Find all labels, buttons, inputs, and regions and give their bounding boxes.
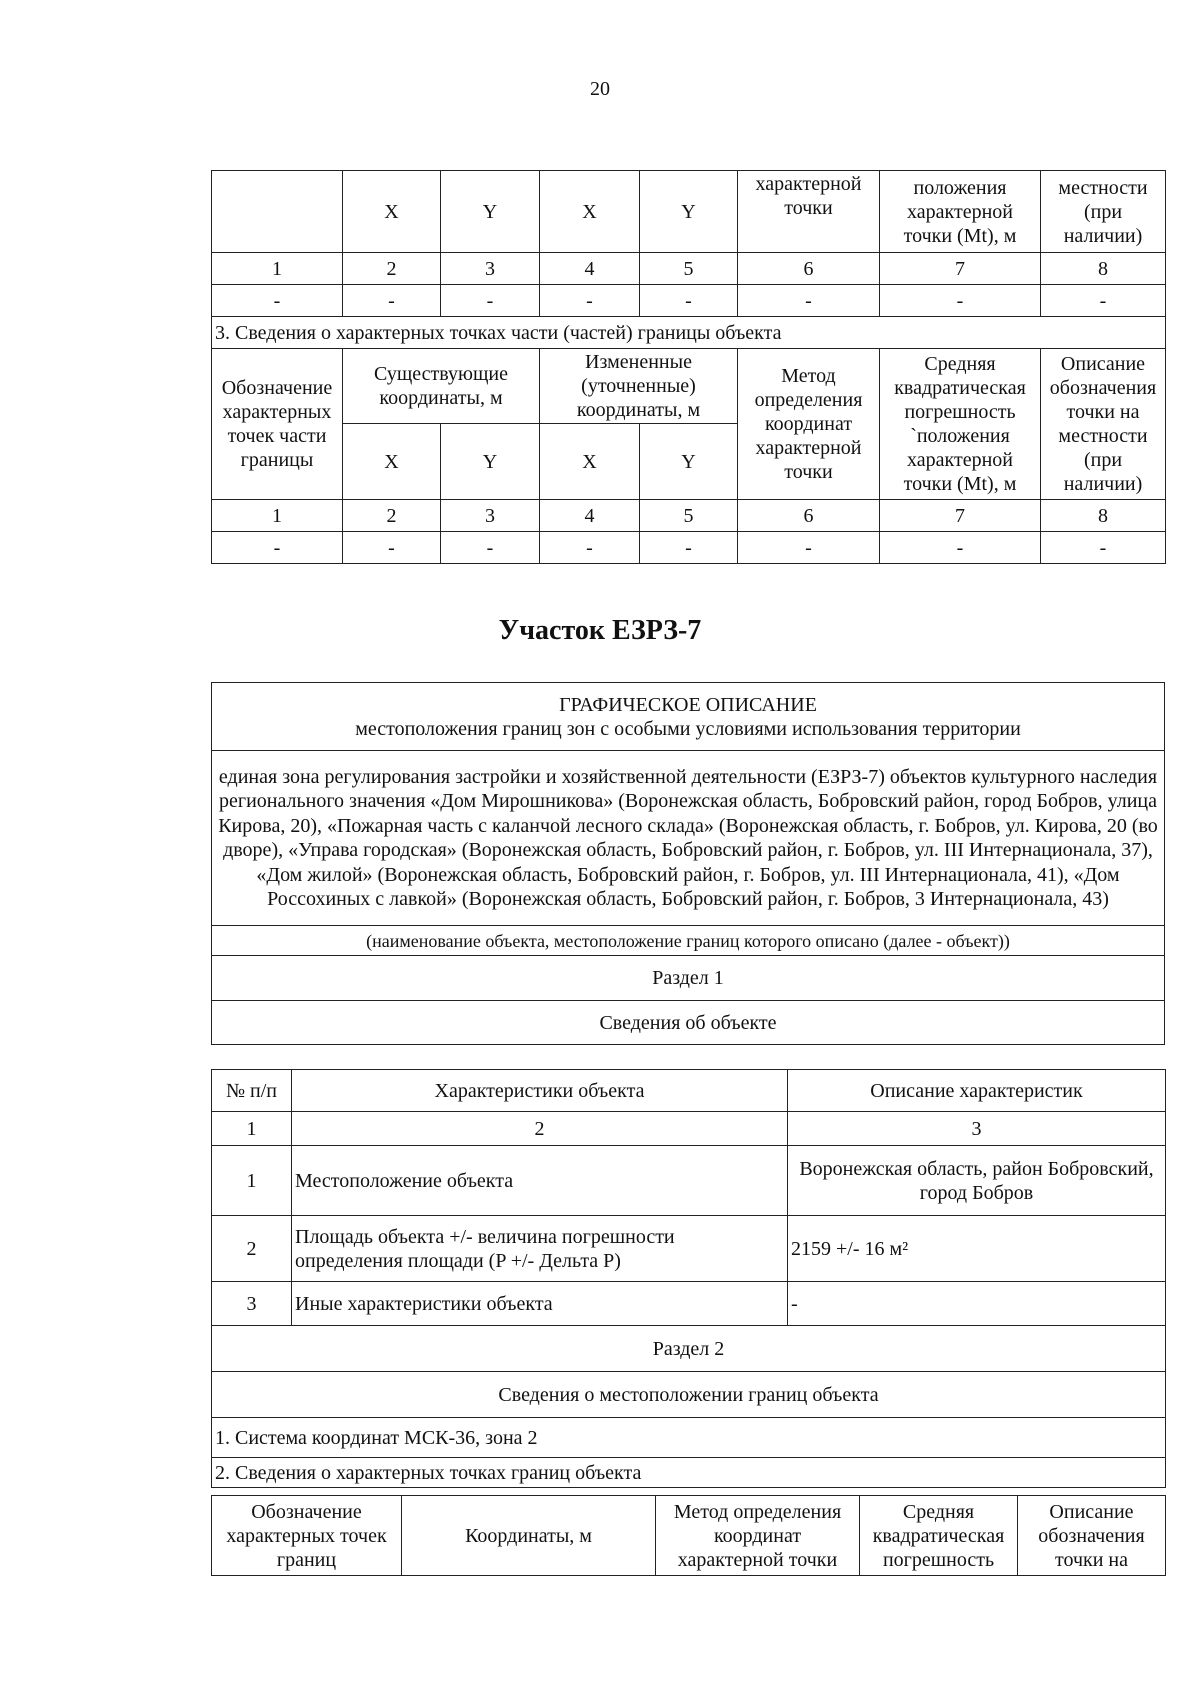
graphic-title: ГРАФИЧЕСКОЕ ОПИСАНИЕ xyxy=(559,693,817,716)
cell: 4 xyxy=(540,253,640,285)
cell: 3 xyxy=(788,1112,1166,1146)
cell: 2 xyxy=(292,1112,788,1146)
header-cell: положения характерной точки (Mt), м xyxy=(880,171,1041,253)
section-1-title: Сведения об объекте xyxy=(212,1001,1165,1045)
cell: 7 xyxy=(880,500,1041,532)
table-row xyxy=(212,317,1166,349)
cell: - xyxy=(441,285,540,317)
cell: - xyxy=(343,285,441,317)
coordinate-system: 1. Система координат МСК-36, зона 2 xyxy=(212,1418,1166,1458)
header-cell: Обозначение характерных точек части границы xyxy=(212,349,343,500)
graphic-subtitle: местоположения границ зон с особыми условиями использования территории xyxy=(355,717,1021,740)
section-1-label: Раздел 1 xyxy=(212,956,1165,1001)
header-cell: Y xyxy=(640,171,738,253)
cell: - xyxy=(1041,285,1166,317)
header-cell: Y xyxy=(640,424,738,500)
table-row xyxy=(212,500,1166,532)
table-row xyxy=(212,1001,1165,1045)
cell: - xyxy=(540,532,640,564)
header-cell: Описание характеристик xyxy=(788,1070,1166,1112)
table-row xyxy=(212,1372,1166,1418)
object-table xyxy=(211,1069,1166,1488)
header-cell: Измененные (уточненные) координаты, м xyxy=(540,349,738,424)
section-2-label: Раздел 2 xyxy=(212,1326,1166,1372)
cell: - xyxy=(343,532,441,564)
cell: 7 xyxy=(880,253,1041,285)
table-row xyxy=(212,1070,1166,1112)
cell: 8 xyxy=(1041,500,1166,532)
table-row xyxy=(212,532,1166,564)
cell: Иные характеристики объекта xyxy=(292,1282,788,1326)
header-cell: Средняя квадратическая погрешность `положения характерной точки (Mt), м xyxy=(880,349,1041,500)
cell: 8 xyxy=(1041,253,1166,285)
cell: - xyxy=(540,285,640,317)
header-cell: характерной точки xyxy=(738,171,880,253)
cell: 6 xyxy=(738,253,880,285)
cell: 2159 +/- 16 м² xyxy=(788,1216,1166,1282)
header-cell: Метод определения координат характерной точки xyxy=(656,1496,860,1576)
header-cell: Метод определения координат характерной точки xyxy=(738,349,880,500)
header-cell: Обозначение характерных точек границ xyxy=(212,1496,402,1576)
table-row xyxy=(212,1112,1166,1146)
cell: 3 xyxy=(441,500,540,532)
cell: - xyxy=(788,1282,1166,1326)
points-table-header xyxy=(211,1495,1166,1576)
header-cell: № п/п xyxy=(212,1070,292,1112)
header-cell: Y xyxy=(441,171,540,253)
header-cell xyxy=(212,171,343,253)
cell: 3 xyxy=(212,1282,292,1326)
table-row xyxy=(212,1282,1166,1326)
points-title: 2. Сведения о характерных точках границ объекта xyxy=(212,1458,1166,1488)
page-number: 20 xyxy=(590,78,610,100)
cell: 4 xyxy=(540,500,640,532)
cell: 5 xyxy=(640,500,738,532)
header-cell: Средняя квадратическая погрешность xyxy=(860,1496,1018,1576)
table-row xyxy=(212,1496,1166,1576)
object-caption: (наименование объекта, местоположение границ которого описано (далее - объект)) xyxy=(212,926,1165,956)
cell: Местоположение объекта xyxy=(292,1146,788,1216)
graphic-description-table xyxy=(211,682,1165,1045)
header-cell: X xyxy=(343,424,441,500)
header-cell: X xyxy=(540,171,640,253)
cell: - xyxy=(212,532,343,564)
cell: 1 xyxy=(212,253,343,285)
table-row xyxy=(212,751,1165,926)
header-cell: Описание обозначения точки на местности (при наличии) xyxy=(1041,349,1166,500)
cell: 6 xyxy=(738,500,880,532)
cell: - xyxy=(640,532,738,564)
table-row xyxy=(212,285,1166,317)
table-row xyxy=(212,1146,1166,1216)
section-heading: Участок ЕЗРЗ-7 xyxy=(498,615,702,646)
cell: - xyxy=(441,532,540,564)
section-title: 3. Сведения о характерных точках части (частей) границы объекта xyxy=(212,317,1166,349)
table-row xyxy=(212,253,1166,285)
table-row xyxy=(212,349,1166,424)
cell: - xyxy=(880,532,1041,564)
cell: 1 xyxy=(212,500,343,532)
cell: - xyxy=(212,285,343,317)
cell: Воронежская область, район Бобровский, город Бобров xyxy=(788,1146,1166,1216)
table-row xyxy=(212,171,1166,253)
table-row xyxy=(212,926,1165,956)
cell: 1 xyxy=(212,1112,292,1146)
header-cell: Y xyxy=(441,424,540,500)
cell: 1 xyxy=(212,1146,292,1216)
cell: 3 xyxy=(441,253,540,285)
table-row xyxy=(212,1326,1166,1372)
cell: 2 xyxy=(343,253,441,285)
cell: 2 xyxy=(343,500,441,532)
header-cell: Существующие координаты, м xyxy=(343,349,540,424)
cell: - xyxy=(738,285,880,317)
cell: - xyxy=(738,532,880,564)
header-cell: Описание обозначения точки на xyxy=(1018,1496,1166,1576)
cell: - xyxy=(640,285,738,317)
cell: - xyxy=(880,285,1041,317)
table-row xyxy=(212,1418,1166,1458)
header-cell: X xyxy=(540,424,640,500)
header-cell: местности (при наличии) xyxy=(1041,171,1166,253)
cell: Площадь объекта +/- величина погрешности определения площади (P +/- Дельта P) xyxy=(292,1216,788,1282)
cell: 2 xyxy=(212,1216,292,1282)
header-cell: Координаты, м xyxy=(402,1496,656,1576)
section-2-title: Сведения о местоположении границ объекта xyxy=(212,1372,1166,1418)
cell: - xyxy=(1041,532,1166,564)
cell: 5 xyxy=(640,253,738,285)
table-row xyxy=(212,1216,1166,1282)
graphic-title-cell xyxy=(212,683,1165,751)
table-row xyxy=(212,1458,1166,1488)
header-cell: Характеристики объекта xyxy=(292,1070,788,1112)
table-row xyxy=(212,956,1165,1001)
object-description: единая зона регулирования застройки и хозяйственной деятельности (ЕЗРЗ-7) объектов культурного наследия регионального значения «Дом Мирошникова» (Воронежская область, Бобровский район, город Бобров, улица Кирова, 20), «Пожарная часть с каланчой лесного склада» (Воронежская область, г. Бобров, ул. Кирова, 20 (во дворе), «Управа городская» (Воронежская область, Бобровский район, г. Бобров, ул. III Интернационала, 37), «Дом жилой» (Воронежская область, Бобровский район, г. Бобров, ул. III Интернационала, 41), «Дом Россохиных с лавкой» (Воронежская область, Бобровский район, г. Бобров, 3 Интернационала, 43) xyxy=(212,751,1165,926)
header-cell: X xyxy=(343,171,441,253)
table-row xyxy=(212,683,1165,751)
continuation-table xyxy=(211,170,1166,564)
